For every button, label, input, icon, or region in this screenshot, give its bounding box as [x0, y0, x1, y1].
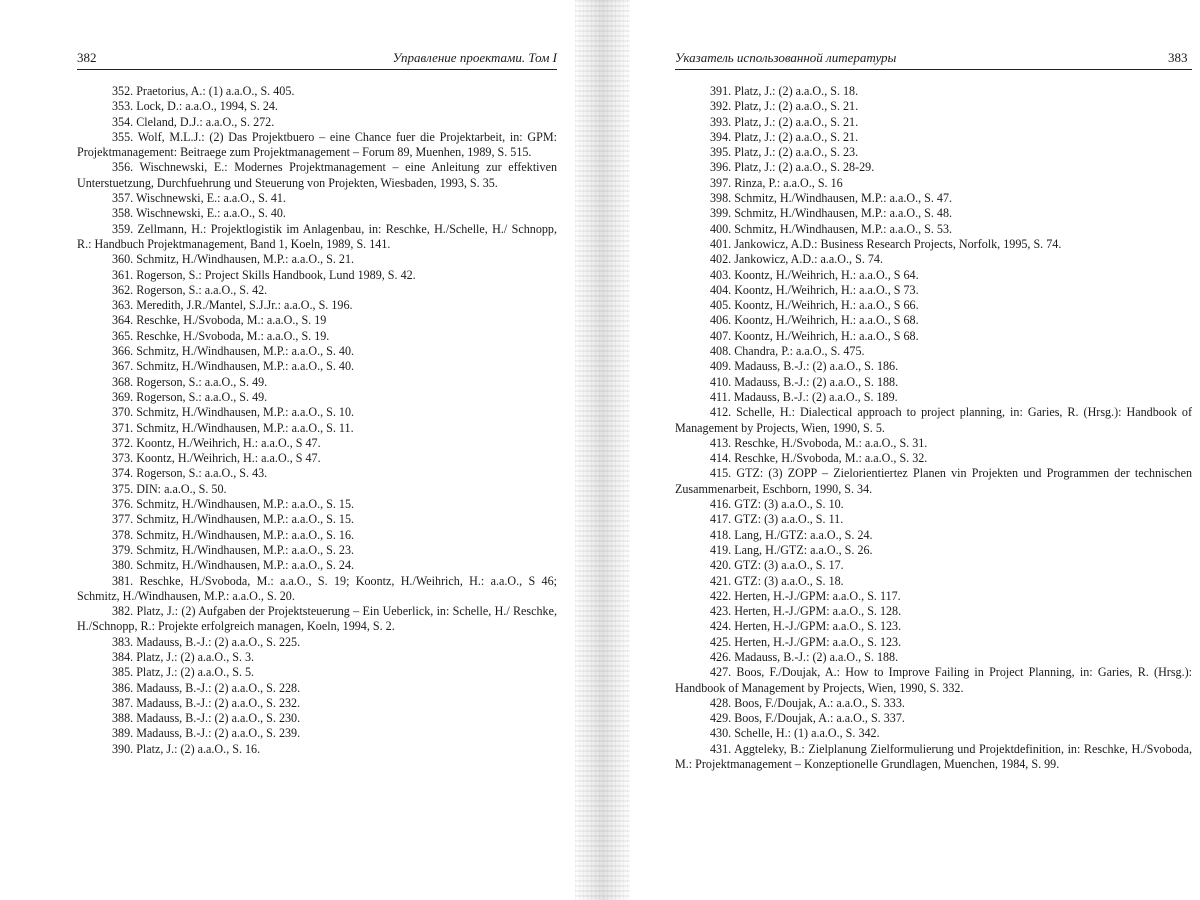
- left-reference-list: [77, 84, 557, 757]
- reference-entry: 423. Herten, H.-J./GPM: a.a.O., S. 128.: [710, 604, 902, 619]
- reference-entry: 385. Platz, J.: (2) a.a.O., S. 5.: [112, 665, 255, 680]
- right-page-number: 383: [1168, 50, 1188, 65]
- reference-entry: 391. Platz, J.: (2) a.a.O., S. 18.: [710, 84, 859, 98]
- reference-entry: 394. Platz, J.: (2) a.a.O., S. 21.: [710, 129, 859, 144]
- reference-entry: 416. GTZ: (3) a.a.O., S. 10.: [710, 497, 844, 512]
- reference-entry: 360. Schmitz, H./Windhausen, M.P.: a.a.O., S. 21.: [112, 252, 355, 267]
- reference-entry: 399. Schmitz, H./Windhausen, M.P.: a.a.O., S. 48.: [710, 206, 953, 221]
- reference-entry: 371. Schmitz, H./Windhausen, M.P.: a.a.O., S. 11.: [112, 420, 354, 435]
- reference-entry: 353. Lock, D.: a.a.O., 1994, S. 24.: [112, 99, 278, 114]
- reference-entry: 409. Madauss, B.-J.: (2) a.a.O., S. 186.: [710, 359, 899, 374]
- reference-entry: 379. Schmitz, H./Windhausen, M.P.: a.a.O., S. 23.: [112, 542, 355, 557]
- reference-entry: 421. GTZ: (3) a.a.O., S. 18.: [710, 573, 844, 588]
- reference-entry: 356. Wischnewski, E.: Modernes Projektmanagement – eine Anleitung zur effektiven Unterstuetzung, Durchfuehrung und Steuerung von Projekten, Wiesbaden, 1993, S. 35.: [77, 160, 557, 190]
- reference-entry: 352. Praetorius, A.: (1) a.a.O., S. 405.: [112, 84, 295, 98]
- reference-entry: 359. Zellmann, H.: Projektlogistik im Anlagenbau, in: Reschke, H./Schelle, H./ Schnopp, R.: Handbuch Projektmanagement, Band 1, Koeln, 1989, S. 141.: [77, 221, 557, 251]
- reference-entry: 378. Schmitz, H./Windhausen, M.P.: a.a.O., S. 16.: [112, 527, 355, 542]
- reference-entry: 354. Cleland, D.J.: a.a.O., S. 272.: [112, 114, 275, 129]
- reference-entry: 400. Schmitz, H./Windhausen, M.P.: a.a.O., S. 53.: [710, 221, 953, 236]
- reference-entry: 415. GTZ: (3) ZOPP – Zielorientiertez Planen vin Projekten und Programmen der technischen Zusammenarbeit, Eschborn, 1990, S. 34.: [675, 466, 1192, 496]
- reference-entry: 418. Lang, H./GTZ: a.a.O., S. 24.: [710, 527, 873, 542]
- reference-entry: 374. Rogerson, S.: a.a.O., S. 43.: [112, 466, 268, 481]
- reference-entry: 389. Madauss, B.-J.: (2) a.a.O., S. 239.: [112, 726, 301, 741]
- reference-entry: 364. Reschke, H./Svoboda, M.: a.a.O., S. 19: [112, 313, 327, 328]
- reference-entry: 420. GTZ: (3) a.a.O., S. 17.: [710, 558, 844, 573]
- right-running-title: Указатель использованной литературы: [675, 50, 897, 65]
- reference-entry: 411. Madauss, B.-J.: (2) a.a.O., S. 189.: [710, 389, 898, 404]
- left-page: [0, 0, 585, 900]
- reference-entry: 429. Boos, F./Doujak, A.: a.a.O., S. 337.: [710, 711, 905, 726]
- reference-entry: 426. Madauss, B.-J.: (2) a.a.O., S. 188.: [710, 649, 899, 664]
- reference-entry: 372. Koontz, H./Weihrich, H.: a.a.O., S 47.: [112, 435, 321, 450]
- reference-entry: 370. Schmitz, H./Windhausen, M.P.: a.a.O., S. 10.: [112, 405, 355, 420]
- left-page-number: 382: [77, 50, 97, 65]
- reference-entry: 392. Platz, J.: (2) a.a.O., S. 21.: [710, 99, 859, 114]
- reference-entry: 406. Koontz, H./Weihrich, H.: a.a.O., S 68.: [710, 313, 919, 328]
- reference-entry: 414. Reschke, H./Svoboda, M.: a.a.O., S. 32.: [710, 451, 928, 466]
- reference-entry: 428. Boos, F./Doujak, A.: a.a.O., S. 333.: [710, 695, 905, 710]
- reference-entry: 367. Schmitz, H./Windhausen, M.P.: a.a.O., S. 40.: [112, 359, 355, 374]
- right-reference-list: [675, 84, 1192, 772]
- reference-entry: 381. Reschke, H./Svoboda, M.: a.a.O., S. 19; Koontz, H./Weihrich, H.: a.a.O., S 46; Schmitz, H./Windhausen, M.P.: a.a.O., S. 20.: [77, 573, 557, 603]
- reference-entry: 365. Reschke, H./Svoboda, M.: a.a.O., S. 19.: [112, 328, 330, 343]
- reference-entry: 427. Boos, F./Doujak, A.: How to Improve Failing in Project Planning, in: Garies, R. (Hrsg.): Handbook of Management by Projects, Wien, 1990, S. 332.: [675, 665, 1192, 695]
- reference-entry: 424. Herten, H.-J./GPM: a.a.O., S. 123.: [710, 619, 902, 634]
- reference-entry: 403. Koontz, H./Weihrich, H.: a.a.O., S 64.: [710, 267, 919, 282]
- reference-entry: 386. Madauss, B.-J.: (2) a.a.O., S. 228.: [112, 680, 301, 695]
- left-running-title: Управление проектами. Том I: [392, 50, 557, 65]
- reference-entry: 357. Wischnewski, E.: a.a.O., S. 41.: [112, 191, 286, 206]
- reference-entry: 373. Koontz, H./Weihrich, H.: a.a.O., S 47.: [112, 451, 321, 466]
- reference-entry: 377. Schmitz, H./Windhausen, M.P.: a.a.O., S. 15.: [112, 512, 355, 527]
- reference-entry: 368. Rogerson, S.: a.a.O., S. 49.: [112, 374, 268, 389]
- reference-entry: 393. Platz, J.: (2) a.a.O., S. 21.: [710, 114, 859, 129]
- reference-entry: 408. Chandra, P.: a.a.O., S. 475.: [710, 344, 865, 359]
- reference-entry: 388. Madauss, B.-J.: (2) a.a.O., S. 230.: [112, 711, 301, 726]
- reference-entry: 380. Schmitz, H./Windhausen, M.P.: a.a.O., S. 24.: [112, 558, 355, 573]
- reference-entry: 402. Jankowicz, A.D.: a.a.O., S. 74.: [710, 252, 883, 267]
- reference-entry: 410. Madauss, B.-J.: (2) a.a.O., S. 188.: [710, 374, 899, 389]
- reference-entry: 419. Lang, H./GTZ: a.a.O., S. 26.: [710, 542, 873, 557]
- right-page: [615, 0, 1200, 900]
- left-header-rule: [77, 69, 557, 70]
- reference-entry: 417. GTZ: (3) a.a.O., S. 11.: [710, 512, 844, 527]
- reference-entry: 382. Platz, J.: (2) Aufgaben der Projektsteuerung – Ein Ueberlick, in: Schelle, H./ Reschke, H./Schnopp, R.: Projekte erfolgreich managen, Koeln, 1994, S. 2.: [77, 604, 557, 634]
- reference-entry: 431. Aggteleky, B.: Zielplanung Zielformulierung und Projektdefinition, in: Reschke, H./Svoboda, M.: Projektmanagement – Konzeptionelle Grundlagen, Muenchen, 1984, S. 99.: [675, 741, 1192, 772]
- reference-entry: 397. Rinza, P.: a.a.O., S. 16: [710, 175, 843, 190]
- reference-entry: 413. Reschke, H./Svoboda, M.: a.a.O., S. 31.: [710, 435, 928, 450]
- reference-entry: 366. Schmitz, H./Windhausen, M.P.: a.a.O., S. 40.: [112, 344, 355, 359]
- reference-entry: 355. Wolf, M.L.J.: (2) Das Projektbuero – eine Chance fuer die Projektarbeit, in: GPM: Projektmanagement: Beitraege zum Projektmanagement – Forum 89, Muenhen, 1989, S. 515.: [77, 129, 557, 160]
- reference-entry: 407. Koontz, H./Weihrich, H.: a.a.O., S 68.: [710, 328, 919, 343]
- reference-entry: 404. Koontz, H./Weihrich, H.: a.a.O., S 73.: [710, 282, 919, 297]
- reference-entry: 369. Rogerson, S.: a.a.O., S. 49.: [112, 389, 268, 404]
- reference-entry: 398. Schmitz, H./Windhausen, M.P.: a.a.O., S. 47.: [710, 191, 953, 206]
- reference-entry: 361. Rogerson, S.: Project Skills Handbook, Lund 1989, S. 42.: [112, 267, 416, 282]
- reference-entry: 412. Schelle, H.: Dialectical approach to project planning, in: Garies, R. (Hrsg.): Handbook of Management by Projects, Wien, 1990, S. 5.: [675, 405, 1192, 435]
- reference-entry: 375. DIN: a.a.O., S. 50.: [112, 481, 227, 496]
- right-header-rule: [675, 69, 1192, 70]
- reference-entry: 396. Platz, J.: (2) a.a.O., S. 28-29.: [710, 160, 875, 175]
- reference-entry: 425. Herten, H.-J./GPM: a.a.O., S. 123.: [710, 634, 902, 649]
- reference-entry: 376. Schmitz, H./Windhausen, M.P.: a.a.O., S. 15.: [112, 497, 355, 512]
- reference-entry: 362. Rogerson, S.: a.a.O., S. 42.: [112, 282, 268, 297]
- reference-entry: 387. Madauss, B.-J.: (2) a.a.O., S. 232.: [112, 695, 301, 710]
- reference-entry: 405. Koontz, H./Weihrich, H.: a.a.O., S 66.: [710, 298, 919, 313]
- reference-entry: 390. Platz, J.: (2) a.a.O., S. 16.: [112, 741, 261, 756]
- reference-entry: 358. Wischnewski, E.: a.a.O., S. 40.: [112, 206, 286, 221]
- reference-entry: 422. Herten, H.-J./GPM: a.a.O., S. 117.: [710, 588, 901, 603]
- reference-entry: 401. Jankowicz, A.D.: Business Research Projects, Norfolk, 1995, S. 74.: [710, 236, 1062, 251]
- reference-entry: 363. Meredith, J.R./Mantel, S.J.Jr.: a.a.O., S. 196.: [112, 298, 353, 313]
- reference-entry: 430. Schelle, H.: (1) a.a.O., S. 342.: [710, 726, 880, 741]
- reference-entry: 384. Platz, J.: (2) a.a.O., S. 3.: [112, 649, 255, 664]
- reference-entry: 383. Madauss, B.-J.: (2) a.a.O., S. 225.: [112, 634, 301, 649]
- reference-entry: 395. Platz, J.: (2) a.a.O., S. 23.: [710, 145, 859, 160]
